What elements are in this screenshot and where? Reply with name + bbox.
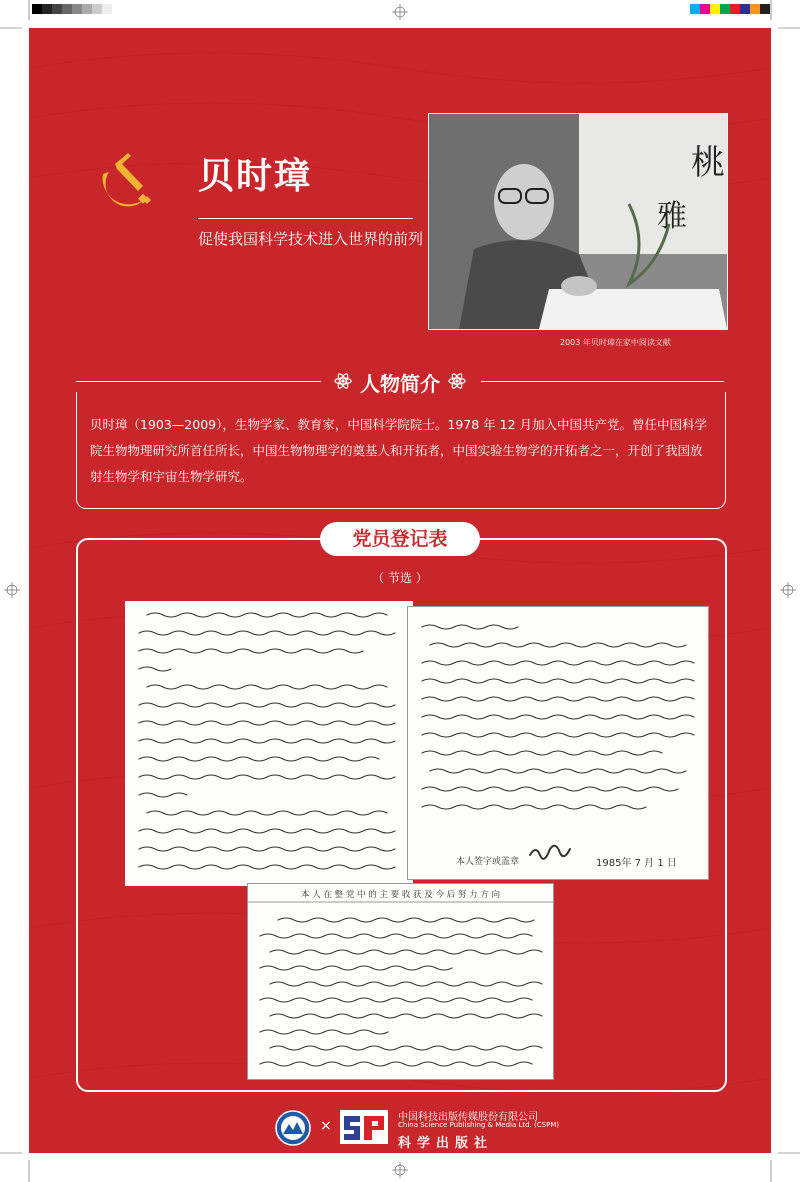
document-page-left bbox=[125, 601, 413, 886]
excerpt-note: （ 节选 ） bbox=[372, 571, 428, 585]
intro-title: 人物简介 bbox=[360, 372, 440, 396]
party-emblem-icon bbox=[95, 150, 155, 210]
person-name: 贝时璋 bbox=[198, 156, 313, 197]
portrait-photo bbox=[428, 113, 728, 330]
science-press-seal: 科学出版社 bbox=[398, 1136, 494, 1151]
svg-text:雅: 雅 bbox=[657, 199, 687, 234]
handwriting-lines bbox=[125, 601, 413, 886]
atom-icon bbox=[448, 372, 466, 390]
calligraphy-text: 桃 bbox=[691, 143, 725, 183]
publisher-name-en: China Science Publishing & Media Ltd. (CSPM) bbox=[398, 1121, 560, 1129]
cas-logo-icon bbox=[275, 1110, 311, 1146]
publisher-name-cn: 中国科技出版传媒股份有限公司 bbox=[398, 1112, 538, 1123]
intro-text: 贝时璋（1903—2009），生物学家、教育家，中国科学院院士。1978 年 12 月加入中国共产党。曾任中国科学院生物物理研究所首任所长，中国生物物理学的奠基人和开拓者，中国实验生物学的开拓者之一，开创了我国放射生物学和宇宙生物学研究。 bbox=[90, 417, 708, 484]
signature-label: 本人签字或盖章 bbox=[456, 857, 520, 867]
photo-caption: 2003 年贝时璋在家中阅读文献 bbox=[560, 338, 671, 347]
signature-date: 1985年 7 月 1 日 bbox=[596, 858, 677, 869]
document-page-right bbox=[407, 606, 709, 880]
handwriting-lines bbox=[408, 607, 708, 879]
reflection-header: 本 人 在 整 党 中 的 主 要 收 获 及 今 后 努 力 方 向 bbox=[301, 890, 500, 900]
form-title: 党员登记表 bbox=[320, 522, 480, 556]
handwriting-lines bbox=[248, 884, 553, 1079]
cspm-logo-icon bbox=[338, 1106, 390, 1148]
document-page-bottom bbox=[247, 883, 554, 1080]
grayscale-bar bbox=[32, 4, 112, 14]
color-bar bbox=[690, 4, 770, 14]
title-divider bbox=[198, 218, 413, 219]
person-subtitle: 促使我国科学技术进入世界的前列 bbox=[198, 230, 424, 248]
times-sign: × bbox=[320, 1118, 332, 1134]
